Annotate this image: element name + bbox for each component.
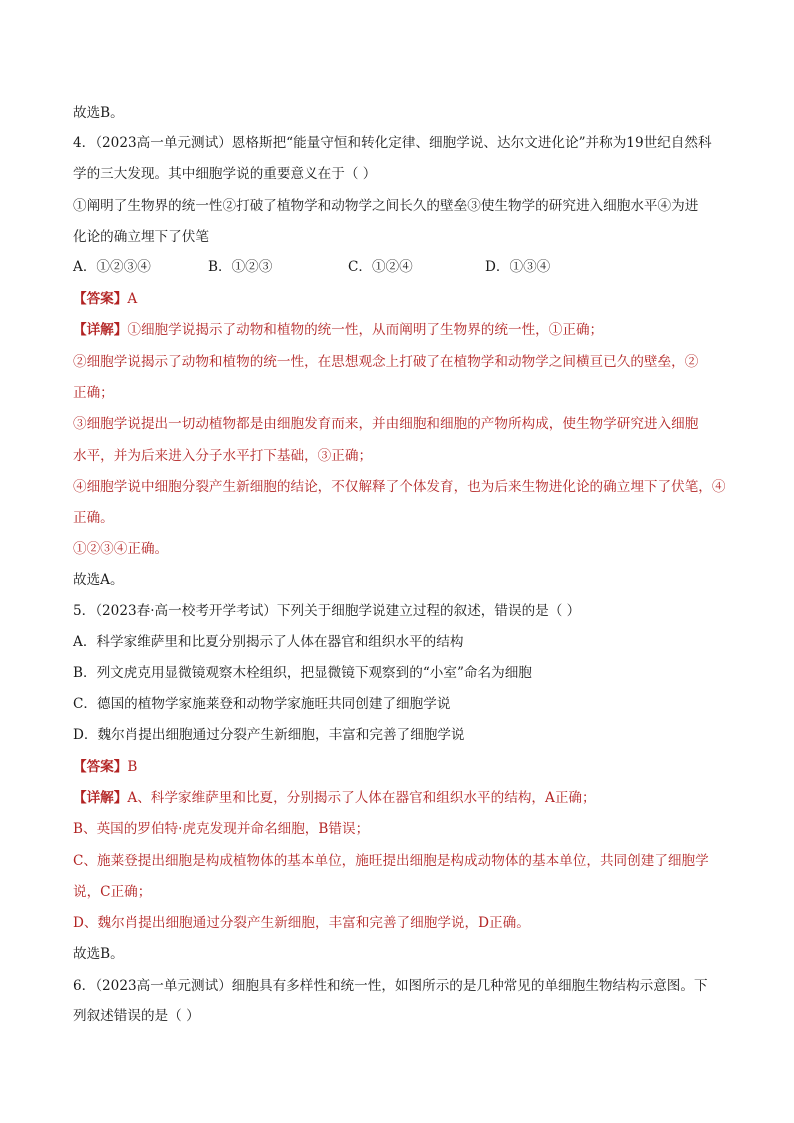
question-4-statements-cont: 化论的确立埋下了伏笔 xyxy=(73,229,209,245)
explanation-line xyxy=(73,320,603,340)
conclusion-line: 故选B。 xyxy=(73,946,124,962)
explanation-text: C、施莱登提出细胞是构成植物体的基本单位，施旺提出细胞是构成动物体的基本单位，共同创建了细胞学 xyxy=(73,853,709,869)
explanation-text: ①②③④正确。 xyxy=(73,541,169,557)
explanation-text: ②细胞学说揭示了动物和植物的统一性，在思想观念上打破了在植物学和动物学之间横亘已久的壁垒，② xyxy=(73,354,699,370)
choice-d: D．①③④ xyxy=(485,259,551,275)
question-5-option-a: A．科学家维萨里和比夏分别揭示了人体在器官和组织水平的结构 xyxy=(73,634,464,650)
answer-label: 【答案】 xyxy=(73,291,128,307)
choice-a: A．①②③④ xyxy=(73,259,151,275)
question-4-choices xyxy=(73,257,633,277)
explanation-label: 【详解】 xyxy=(73,790,128,806)
explanation-text: B、英国的罗伯特·虎克发现并命名细胞，B错误； xyxy=(73,821,370,837)
answer-label: 【答案】 xyxy=(73,759,128,775)
question-5-option-b: B．列文虎克用显微镜观察木栓组织，把显微镜下观察到的“小室”命名为细胞 xyxy=(73,665,532,681)
explanation-text: 说，C正确； xyxy=(73,884,152,900)
explanation-text: D、魏尔肖提出细胞通过分裂产生新细胞，丰富和完善了细胞学说，D正确。 xyxy=(73,915,530,931)
question-5-option-c: C．德国的植物学家施莱登和动物学家施旺共同创建了细胞学说 xyxy=(73,696,451,712)
choice-b: B．①②③ xyxy=(208,259,273,275)
text-line: 故选B。 xyxy=(73,105,124,121)
question-6-stem: 6．（2023高一单元测试）细胞具有多样性和统一性，如图所示的是几种常见的单细胞生物结构示意图。下 xyxy=(73,978,708,994)
conclusion-line: 故选A。 xyxy=(73,572,124,588)
explanation-text: 水平，并为后来进入分子水平打下基础，③正确； xyxy=(73,448,373,464)
question-6-stem-cont: 列叙述错误的是（ ） xyxy=(73,1008,200,1024)
explanation-text: ④细胞学说中细胞分裂产生新细胞的结论，不仅解释了个体发育，也为后来生物进化论的确立埋下了伏笔，④ xyxy=(73,479,726,495)
explanation-label: 【详解】 xyxy=(73,322,128,338)
question-4-stem: 4．（2023高一单元测试）恩格斯把“能量守恒和转化定律、细胞学说、达尔文进化论”并称为19世纪自然科 xyxy=(73,135,712,151)
explanation-text: 正确； xyxy=(73,385,114,401)
question-5-stem: 5．（2023春·高一校考开学考试）下列关于细胞学说建立过程的叙述，错误的是（ ） xyxy=(73,603,581,619)
answer-value: A xyxy=(127,291,138,307)
answer-line xyxy=(73,289,137,309)
explanation-text: ③细胞学说提出一切动植物都是由细胞发育而来，并由细胞和细胞的产物所构成，使生物学研究进入细胞 xyxy=(73,416,699,432)
explanation-line xyxy=(73,788,596,808)
question-4-statements: ①阐明了生物界的统一性②打破了植物学和动物学之间长久的壁垒③使生物学的研究进入细胞水平④为进 xyxy=(73,198,699,214)
choice-c: C．①②④ xyxy=(348,259,413,275)
question-5-option-d: D．魏尔肖提出细胞通过分裂产生新细胞，丰富和完善了细胞学说 xyxy=(73,727,465,743)
answer-line xyxy=(73,757,137,777)
explanation-text: ①细胞学说揭示了动物和植物的统一性，从而阐明了生物界的统一性，①正确； xyxy=(127,322,604,338)
explanation-text: 正确。 xyxy=(73,510,114,526)
answer-value: B xyxy=(127,759,138,775)
explanation-text: A、科学家维萨里和比夏，分别揭示了人体在器官和组织水平的结构，A正确； xyxy=(127,790,596,806)
question-4-stem-cont: 学的三大发现。其中细胞学说的重要意义在于（ ） xyxy=(73,166,377,182)
